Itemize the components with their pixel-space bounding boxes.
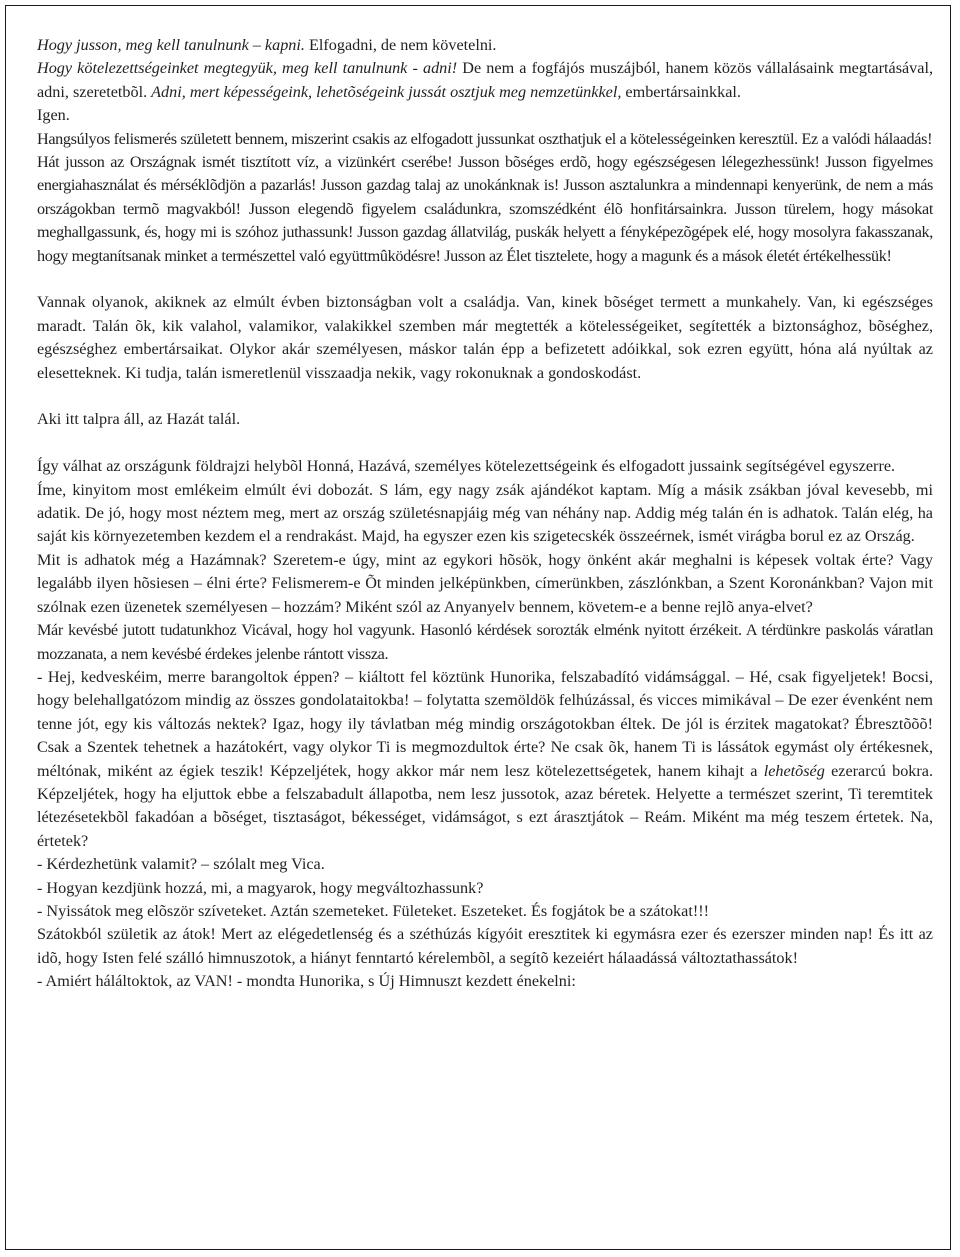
paragraph-gap bbox=[37, 268, 933, 291]
text-segment: - Hej, kedveskéim, merre barangoltok éppen? – kiáltott fel köztünk Hunorika, felszabadító vidámsággal. – Hé, csak figyeljetek! Bocsi, hogy belehallgatózom mindig az összes gondolataitokba! – folytatta szemöldök felhúzással, és vicces mimikával – De ezer évenként nem tenne jót, egy kis változás nektek? Igaz, hogy ily távlatban még mindig országotokban éltek. De jól is érzitek magatokat? Ébresztõõõ! Csak a Szentek tehetnek a hazátokért, vagy olykor Ti is megmozdultok érte? Ne csak õk, hanem Ti is lássátok egymást oly értékesnek, méltónak, miként az égiek teszik! Képzeljétek, hogy akkor már nem lesz kötelezettségetek, hanem kihajt a bbox=[37, 667, 933, 780]
text-segment: Igen. bbox=[37, 106, 70, 125]
text-segment: Hangsúlyos felismerés született bennem, miszerint csakis az elfogadott jussunkat oszthatjuk el a kötelességeinken keresztül. Ez a valódi hálaadás! bbox=[37, 129, 933, 148]
paragraph-p5 bbox=[37, 151, 933, 268]
paragraph-p4 bbox=[37, 128, 933, 151]
text-segment: ezerarcú bokra. Képzeljétek, hogy ha eljuttok ebbe a felszabadult állapotba, nem lesz jussotok, azaz béretek. Helyette a természet szerint, Ti teremtitek létezésetekbõl fakadóan a bõséget, tisztaságot, békességet, vidámságot, s ezt árasztjátok – Reám. Miként ma még teszem értetek. Na, értetek? bbox=[37, 761, 934, 850]
paragraph-p13 bbox=[37, 853, 933, 876]
paragraph-p8 bbox=[37, 455, 933, 478]
paragraph-p12 bbox=[37, 666, 933, 853]
text-segment: De nem a fogfájós muszájból, hanem közös vállalásaink megtartásával, adni, szeretetbõl. bbox=[37, 59, 933, 101]
text-segment: Szátokból születik az átok! Mert az elégedetlenség és a széthúzás kígyóit eresztitek ki egymásra ezer és ezerszer minden nap! És itt az idõ, hogy Isten felé szálló himnuszotok, a hiányt fenntartó kérelembõl, a segítõ kezeiért hálaadássá változtathassátok! bbox=[37, 925, 933, 967]
italic-text: Hogy jusson, meg kell tanulnunk – kapni. bbox=[37, 36, 305, 54]
paragraph-p3 bbox=[37, 104, 933, 127]
paragraph-p9 bbox=[37, 479, 933, 549]
paragraph-p14 bbox=[37, 877, 933, 900]
paragraph-p6 bbox=[37, 291, 933, 385]
text-segment: Íme, kinyitom most emlékeim elmúlt évi dobozát. S lám, egy nagy zsák ajándékot kaptam. Míg a másik zsákban jóval kevesebb, mi adatik. De jó, hogy most néztem meg, mert az ország születésnapjáig még van néhány nap. Addig még talán én is adhatok. Talán elég, ha saját kis környezetemben kezdem el a rendrakást. Majd, ha egyszer ezen kis szigetecskék összeérnek, ismét virágba borul ez az Ország. bbox=[37, 480, 933, 546]
paragraph-p15 bbox=[37, 900, 933, 923]
paragraph-gap bbox=[37, 432, 933, 455]
paragraph-p10 bbox=[37, 549, 933, 619]
text-segment: Így válhat az országunk földrajzi helybõl Honná, Hazává, személyes kötelezettségeink és elfogadott jussaink segítségével egyszerre. bbox=[37, 457, 896, 476]
italic-text: Adni, mert képességeink, lehetõségeink jussát osztjuk meg nemzetünkkel, bbox=[151, 82, 622, 101]
paragraph-p16 bbox=[37, 923, 933, 970]
italic-text: Hogy kötelezettségeinket megtegyük, meg kell tanulnunk - adni! bbox=[37, 59, 458, 78]
text-segment: - Kérdezhetünk valamit? – szólalt meg Vica. bbox=[37, 855, 325, 874]
text-segment: Már kevésbé jutott tudatunkhoz Vicával, hogy hol vagyunk. Hasonló kérdések sorozták elménk nyitott érzékeit. A térdünkre paskolás váratlan mozzanata, a nem kevésbé érdekes jelenbe rántott vissza. bbox=[37, 621, 933, 663]
italic-text: lehetõség bbox=[763, 761, 825, 780]
text-segment: embertársainkkal. bbox=[621, 82, 741, 101]
text-segment: Aki itt talpra áll, az Hazát talál. bbox=[37, 410, 241, 429]
paragraph-p17 bbox=[37, 970, 933, 993]
text-segment: Mit is adhatok még a Hazámnak? Szeretem-e úgy, mint az egykori hõsök, hogy önként akár meghalni is képesek voltak érte? Vagy legalább ilyen hõsiesen – élni érte? Felismerem-e Õt minden jelképünkben, címerünkben, zászlónkban, a Szent Koronánkban? Vajon mit szólnak ezen üzenetek személyesen – hozzám? Miként szól az Anyanyelv bennem, követem-e a benne rejlõ anya-elvet? bbox=[37, 550, 933, 616]
text-segment: - Amiért háláltoktok, az VAN! - mondta Hunorika, s Új Himnuszt kezdett énekelni: bbox=[37, 972, 576, 991]
text-segment: - Hogyan kezdjünk hozzá, mi, a magyarok, hogy megváltozhassunk? bbox=[37, 878, 484, 897]
paragraph-p2 bbox=[37, 57, 933, 104]
text-segment: Hát jusson az Országnak ismét tisztított víz, a vizünkért cserébe! Jusson bõséges erdõ, hogy egészségesen lélegezhessünk! Jusson figyelmes energiahasználat és mérséklõdjön a pazarlás! Jusson gazdag talaj az unokánknak is! Jusson asztalunkra a mindennapi kenyerünk, de nem a más országokban termõ magvakból! Jusson elegendõ figyelem családunkra, szomszédként élõ honfitársainkra. Jusson türelem, hogy másokat meghallgassunk, és, hogy mi is szóhoz juthassunk! Jusson gazdag állatvilág, puskák helyett a fényképezõgépek elé, hogy mosolyra fakasszanak, hogy megtanítsanak minket a természettel való együttmûködésre! Jusson az Élet tisztelete, hogy a magunk és a mások életét értékelhessük! bbox=[37, 153, 933, 265]
text-segment: Vannak olyanok, akiknek az elmúlt évben biztonságban volt a családja. Van, kinek bõséget termett a munkahely. Van, ki egészséges maradt. Talán õk, kik valahol, valamikor, valakikkel szemben már megtették a kötelességeiket, segítették a biztonsághoz, bõséghez, egészséghez embertársaikat. Olykor akár személyesen, máskor talán épp a befizetett adóikkal, sok ezren együtt, hóna alá nyúltak az elesetteknek. Ki tudja, talán ismeretlenül visszaadja nekik, vagy rokonuknak a gondoskodást. bbox=[37, 293, 933, 382]
text-segment: Elfogadni, de nem követelni. bbox=[304, 36, 497, 54]
text-segment: - Nyissátok meg elõször szíveteket. Aztán szemeteket. Fületeket. Eszeteket. És fogjátok be a szátokat!!! bbox=[37, 901, 709, 920]
page-frame bbox=[5, 5, 951, 1250]
paragraph-p1 bbox=[37, 34, 933, 57]
document-body bbox=[37, 34, 933, 994]
paragraph-p11 bbox=[37, 619, 933, 666]
paragraph-gap bbox=[37, 385, 933, 408]
paragraph-p7 bbox=[37, 408, 933, 431]
